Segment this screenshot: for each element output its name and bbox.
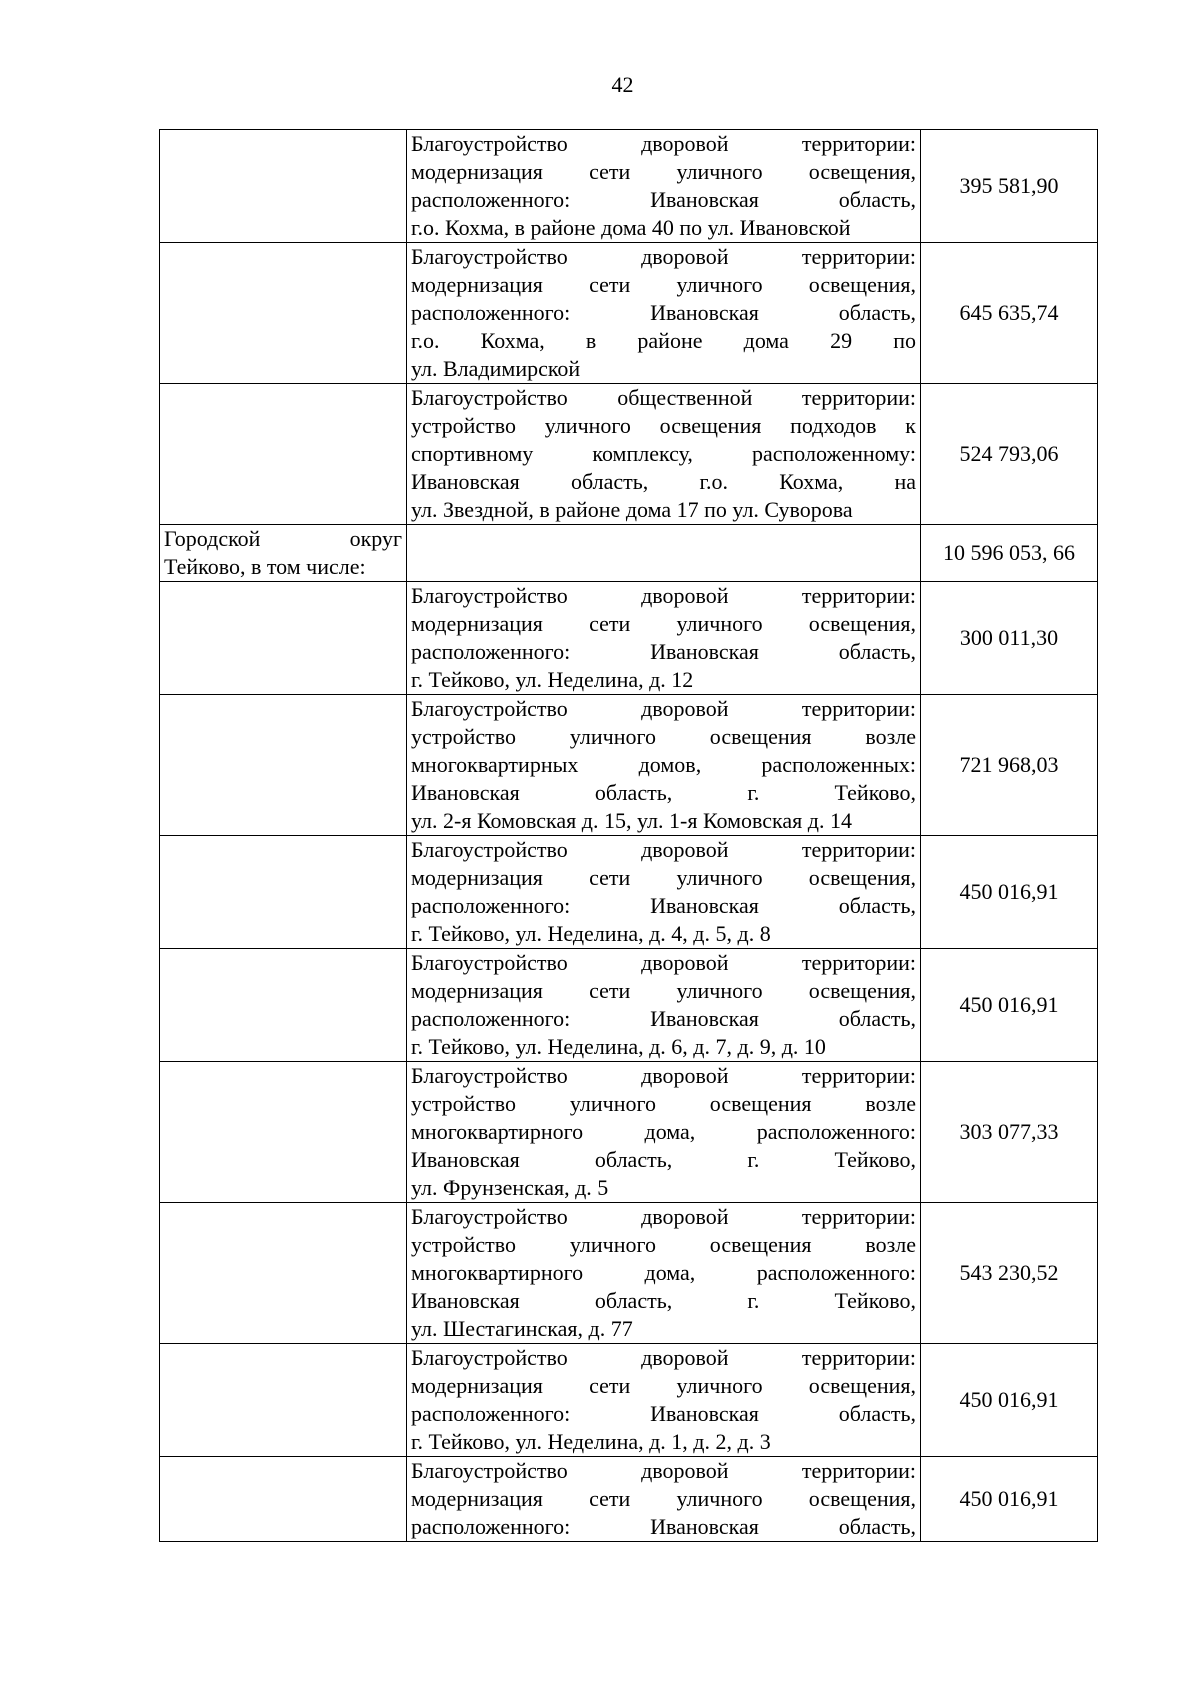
description-line: расположенного: Ивановская область, — [411, 893, 916, 918]
description-cell — [407, 1062, 921, 1203]
description-line: многоквартирных домов, расположенных: — [411, 752, 916, 777]
amount-cell: 10 596 053, 66 — [921, 525, 1098, 582]
description-line: расположенного: Ивановская область, — [411, 1401, 916, 1426]
district-cell — [160, 836, 407, 949]
description-line: модернизация сети уличного освещения, — [411, 611, 916, 636]
district-cell — [160, 525, 407, 582]
description-line: Благоустройство дворовой территории: — [411, 837, 916, 862]
district-text: Городской округ — [164, 526, 402, 551]
description-cell — [407, 1457, 921, 1542]
table-row — [160, 836, 1098, 949]
description-cell — [407, 695, 921, 836]
description-line: Ивановская область, г. Тейково, — [411, 1147, 916, 1172]
district-cell — [160, 243, 407, 384]
amount-cell: 645 635,74 — [921, 243, 1098, 384]
description-line: Благоустройство дворовой территории: — [411, 1204, 916, 1229]
district-cell — [160, 130, 407, 243]
description-line: устройство уличного освещения возле — [411, 724, 916, 749]
district-cell — [160, 1062, 407, 1203]
description-line: расположенного: Ивановская область, — [411, 1006, 916, 1031]
description-cell — [407, 525, 921, 582]
description-line: ул. Шестагинская, д. 77 — [411, 1316, 633, 1341]
district-cell — [160, 949, 407, 1062]
description-line: многоквартирного дома, расположенного: — [411, 1260, 916, 1285]
description-cell — [407, 130, 921, 243]
description-line: Благоустройство дворовой территории: — [411, 1063, 916, 1088]
description-line: устройство уличного освещения возле — [411, 1232, 916, 1257]
description-cell — [407, 836, 921, 949]
description-line: г. Тейково, ул. Неделина, д. 12 — [411, 667, 694, 692]
description-line: Благоустройство общественной территории: — [411, 385, 916, 410]
description-line: Благоустройство дворовой территории: — [411, 696, 916, 721]
description-line: расположенного: Ивановская область, — [411, 300, 916, 325]
description-line: Ивановская область, г. Тейково, — [411, 780, 916, 805]
amount-cell: 395 581,90 — [921, 130, 1098, 243]
table-row — [160, 1062, 1098, 1203]
description-line: ул. Фрунзенская, д. 5 — [411, 1175, 609, 1200]
table-row — [160, 384, 1098, 525]
description-line: Благоустройство дворовой территории: — [411, 950, 916, 975]
description-line: г. Тейково, ул. Неделина, д. 1, д. 2, д. 3 — [411, 1429, 771, 1454]
description-cell — [407, 243, 921, 384]
table-row — [160, 582, 1098, 695]
district-cell — [160, 695, 407, 836]
description-cell — [407, 1203, 921, 1344]
table-row — [160, 1203, 1098, 1344]
description-line: г. Тейково, ул. Неделина, д. 6, д. 7, д. 9, д. 10 — [411, 1034, 826, 1059]
amount-cell: 303 077,33 — [921, 1062, 1098, 1203]
table-body — [160, 130, 1098, 1542]
description-line: модернизация сети уличного освещения, — [411, 1373, 916, 1398]
description-line: Ивановская область, г. Тейково, — [411, 1288, 916, 1313]
description-line: г.о. Кохма, в районе дома 40 по ул. Ивановской — [411, 215, 851, 240]
description-line: модернизация сети уличного освещения, — [411, 159, 916, 184]
table-row — [160, 243, 1098, 384]
table-row — [160, 1457, 1098, 1542]
table-row — [160, 695, 1098, 836]
description-line: расположенного: Ивановская область, — [411, 187, 916, 212]
amount-cell: 450 016,91 — [921, 1344, 1098, 1457]
description-line: ул. Владимирской — [411, 356, 581, 381]
district-cell — [160, 1203, 407, 1344]
budget-table — [159, 129, 1098, 1542]
amount-cell: 450 016,91 — [921, 1457, 1098, 1542]
district-text: Тейково, в том числе: — [164, 554, 366, 579]
description-cell — [407, 1344, 921, 1457]
amount-cell: 450 016,91 — [921, 949, 1098, 1062]
table-row — [160, 1344, 1098, 1457]
page-number: 42 — [611, 72, 634, 97]
description-line: спортивному комплексу, расположенному: — [411, 441, 916, 466]
description-line: устройство уличного освещения возле — [411, 1091, 916, 1116]
description-line: г. Тейково, ул. Неделина, д. 4, д. 5, д. 8 — [411, 921, 771, 946]
description-line: многоквартирного дома, расположенного: — [411, 1119, 916, 1144]
description-line: г.о. Кохма, в районе дома 29 по — [411, 328, 916, 353]
description-line: расположенного: Ивановская область, — [411, 639, 916, 664]
district-cell — [160, 1457, 407, 1542]
amount-cell: 300 011,30 — [921, 582, 1098, 695]
description-line: модернизация сети уличного освещения, — [411, 978, 916, 1003]
description-line: модернизация сети уличного освещения, — [411, 865, 916, 890]
description-cell — [407, 384, 921, 525]
description-line: Благоустройство дворовой территории: — [411, 1345, 916, 1370]
district-cell — [160, 582, 407, 695]
description-line: расположенного: Ивановская область, — [411, 1514, 916, 1539]
description-line: Благоустройство дворовой территории: — [411, 1458, 916, 1483]
description-line: Благоустройство дворовой территории: — [411, 583, 916, 608]
amount-cell: 450 016,91 — [921, 836, 1098, 949]
table-row — [160, 949, 1098, 1062]
amount-cell: 524 793,06 — [921, 384, 1098, 525]
district-cell — [160, 384, 407, 525]
table-row — [160, 130, 1098, 243]
description-cell — [407, 949, 921, 1062]
amount-cell: 543 230,52 — [921, 1203, 1098, 1344]
description-line: Благоустройство дворовой территории: — [411, 131, 916, 156]
description-line: модернизация сети уличного освещения, — [411, 272, 916, 297]
description-line: модернизация сети уличного освещения, — [411, 1486, 916, 1511]
district-cell — [160, 1344, 407, 1457]
description-cell — [407, 582, 921, 695]
description-line: ул. Звездной, в районе дома 17 по ул. Суворова — [411, 497, 853, 522]
description-line: Ивановская область, г.о. Кохма, на — [411, 469, 916, 494]
amount-cell: 721 968,03 — [921, 695, 1098, 836]
description-line: устройство уличного освещения подходов к — [411, 413, 916, 438]
description-line: ул. 2-я Комовская д. 15, ул. 1-я Комовская д. 14 — [411, 808, 852, 833]
description-line: Благоустройство дворовой территории: — [411, 244, 916, 269]
table-row — [160, 525, 1098, 582]
